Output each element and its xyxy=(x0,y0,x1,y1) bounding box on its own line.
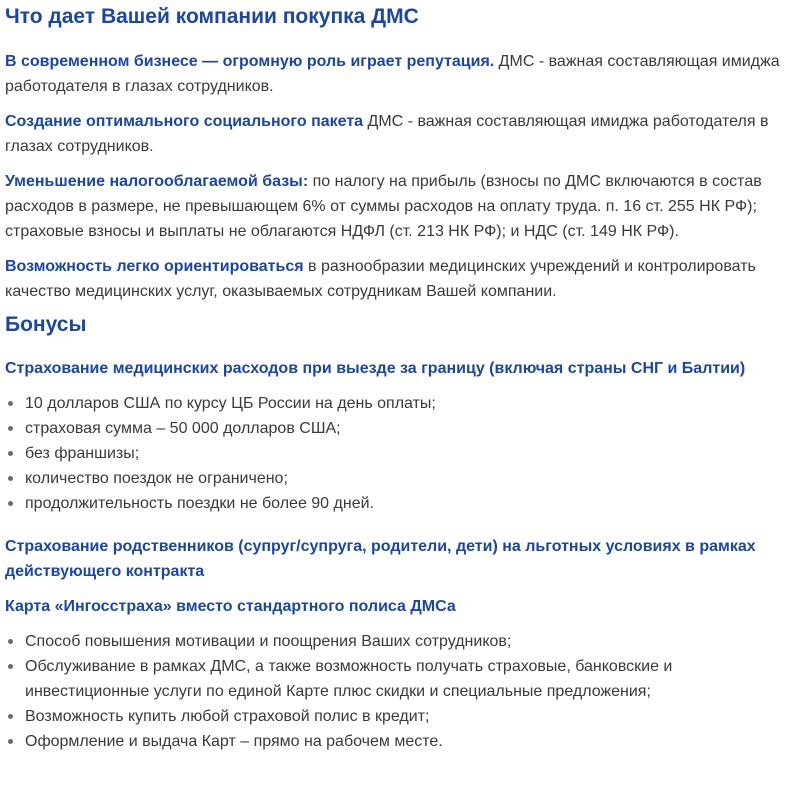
subsection-title-relatives: Страхование родственников (супруг/супруга, родители, дети) на льготных условиях в рамках действующего контракта xyxy=(5,538,756,580)
bullet-list-travel xyxy=(5,391,800,516)
list-item: Возможность купить любой страховой полис в кредит; xyxy=(5,704,800,729)
bullet-icon xyxy=(8,714,13,719)
list-item: Способ повышения мотивации и поощрения Ваших сотрудников; xyxy=(5,629,800,654)
paragraph-tax-base xyxy=(5,169,800,244)
paragraph-lead: Создание оптимального социального пакета xyxy=(5,113,364,130)
paragraph-text: ДМС - важная составляющая имиджа работодателя в глазах сотрудников. xyxy=(5,113,769,155)
page-title: Что дает Вашей компании покупка ДМС xyxy=(5,5,419,28)
bullet-icon xyxy=(8,501,13,506)
paragraph-text: в разнообразии медицинских учреждений и контролировать качество медицинских услуг, оказываемых сотрудникам Вашей компании. xyxy=(5,258,756,300)
list-item: Оформление и выдача Карт – прямо на рабочем месте. xyxy=(5,729,800,754)
subsection-title-travel: Страхование медицинских расходов при выезде за границу (включая страны СНГ и Балтии) xyxy=(5,360,746,377)
list-item: 10 долларов США по курсу ЦБ России на день оплаты; xyxy=(5,391,800,416)
content-page xyxy=(5,0,800,754)
bullet-icon xyxy=(8,739,13,744)
bullet-list-card xyxy=(5,629,800,754)
list-item: количество поездок не ограничено; xyxy=(5,466,800,491)
list-item: продолжительность поездки не более 90 дней. xyxy=(5,491,800,516)
paragraph-text: по налогу на прибыль (взносы по ДМС включаются в состав расходов в размере, не превышающем 6% от суммы расходов на оплату труда. п. 16 ст. 255 НК РФ); страховые взносы и выплаты не облагаются НДФЛ (ст. 213 НК РФ); и НДС (ст. 149 НК РФ). xyxy=(5,173,762,240)
paragraph-reputation xyxy=(5,49,800,99)
list-item: страховая сумма – 50 000 долларов США; xyxy=(5,416,800,441)
paragraph-lead: Возможность легко ориентироваться xyxy=(5,258,304,275)
subsection-title-card: Карта «Ингосстраха» вместо стандартного полиса ДМСа xyxy=(5,598,456,615)
paragraph-lead: Уменьшение налогооблагаемой базы: xyxy=(5,173,309,190)
bonus-heading: Бонусы xyxy=(5,313,87,336)
paragraph-lead: В современном бизнесе — огромную роль играет репутация. xyxy=(5,53,495,70)
bullet-icon xyxy=(8,451,13,456)
bullet-icon xyxy=(8,664,13,669)
list-item: Обслуживание в рамках ДМС, а также возможность получать страховые, банковские и инвестиционные услуги по единой Карте плюс скидки и специальные предложения; xyxy=(5,654,800,704)
bullet-icon xyxy=(8,639,13,644)
list-item: без франшизы; xyxy=(5,441,800,466)
bullet-icon xyxy=(8,476,13,481)
paragraph-social-package xyxy=(5,109,800,159)
bullet-icon xyxy=(8,426,13,431)
bullet-icon xyxy=(8,401,13,406)
paragraph-text: ДМС - важная составляющая имиджа работодателя в глазах сотрудников. xyxy=(5,53,780,95)
paragraph-orientation xyxy=(5,254,800,304)
